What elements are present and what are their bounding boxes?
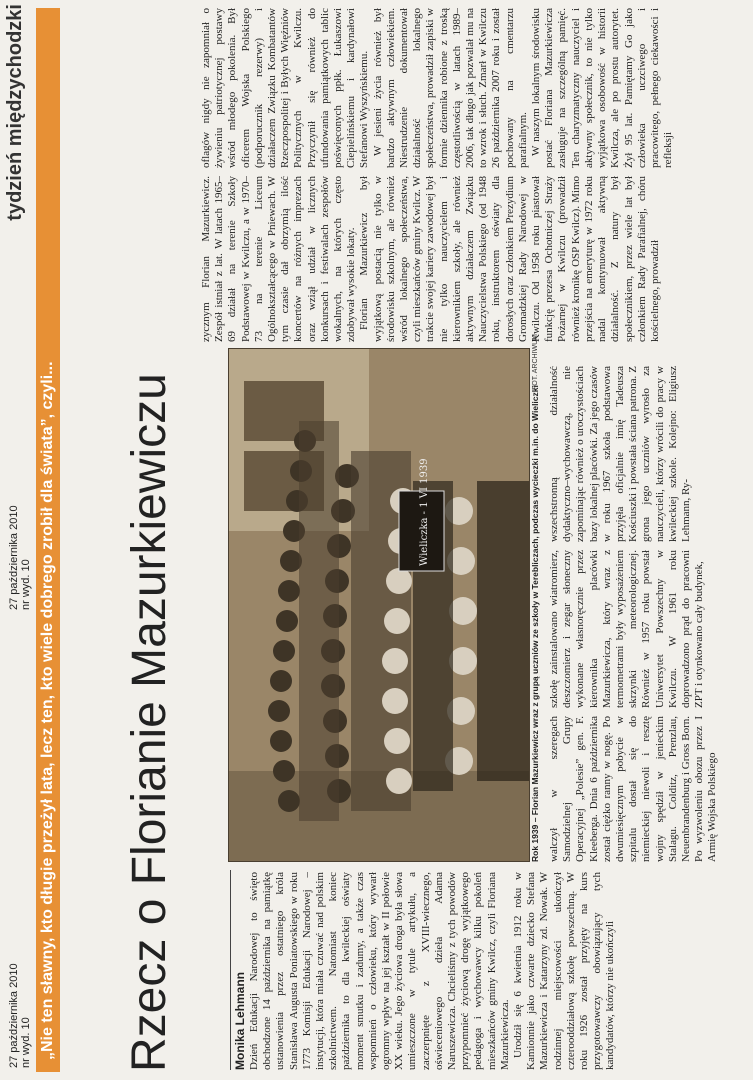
historic-photo (228, 348, 530, 862)
photo-credit: FOT. ARCHIWUM (532, 334, 539, 390)
header-date-mid: 27 października 2010 (8, 505, 20, 610)
slate-text: Wieliczka - 1 VI 1939 (419, 458, 430, 566)
photo-illustration (229, 349, 529, 861)
paragraph: walczył w szeregach Samodzielnej Grupy Operacyjnej „Polesie” gen. F. Kleeberga. Dnia 6 października został ciężko ranny w nogę. Po dwumiesięcznym pobycie w szpitalu dostał się do niemieckiej niewoli i resztę wojny spędził w jenieckim Stalagu. Colditz, Prenzlau, Neuenbrandenburg i Gross Born. Po wyzwoleniu obozu przez I Armię Wojska Polskiego (548, 716, 719, 862)
paragraph: szkołę zainstalowano wiatromierz, deszczomierz i zegar słoneczny wykonane własnoręcznie przez kierownika placówki Mazurkiewicza, który wraz z termometrami były wyposażeniem skrzynki meteorologicznej. Również w 1957 roku powstał Uniwersytet Powszechny w Kwilczu. W 1961 roku doprowadzono prąd do pracowni ZPT i otynkowano cały budynek, (548, 550, 706, 708)
header-date-left: 27 października 2010 (8, 963, 20, 1068)
article-column-4 (548, 366, 746, 542)
article-column-1 (248, 872, 746, 1070)
paragraph: Urodził się 6 kwietnia 1912 roku w Kamionnie jako czwarte dziecko Stefana Mazurkiewicza i Katarzyny zd. Nowak. W rodzinnej miejscowości ukończył czterooddziałową szkołę powszechną. W roku 1926 został przyjęty na kurs przygotowawczy obowiązujący tych kandydatów, którzy nie ukończyli (512, 872, 617, 1070)
paragraph: oflagów nigdy nie zapomniał o żywieniu patriotycznej postawy wśród młodego pokolenia. Był oficerem Wojska Polskiego (podporucznik rezerwy) i działaczem Związku Kombatantów Rzeczpospolitej i Byłych Więźniów Politycznych w Kwilczu. Przyczynił się również do ufundowania pamiątkowych tablic poświęconych ppłk. Łukaszowi Ciepielińskiemu i kardynałowi Stefanowi Wyszyńskiemu. (200, 8, 371, 168)
paragraph: W jesieni życia również był bardzo aktywnym człowiekiem. Niestrudzenie dokumentował działalność lokalnego społeczeństwa, prowadził zapiski w formie dziennika robione z troską częstotliwością w latach 1989–2006, tak długo jak pozwalał mu na to wzrok i słuch. Zmarł w Kwilczu 26 października 2007 roku i został pochowany na cmentarzu parafialnym. (371, 8, 529, 168)
article-column-5 (200, 176, 746, 342)
paragraph: wszechstronną działalność dydaktyczno–wychowawczą, nie zapominając również o uroczystościach bazy lokalnej placówki. Za jego czasów w roku 1967 szkoła podstawowa przyjęła oficjalnie imię Tadeusza Kościuszki i powstała ściana patrona. Z grona jego uczniów wyrosło za nauczycieli, którzy wrócili do pracy w kwileckiej szkole. Kolejno: Eligiusz Lehmann, Ry- (548, 366, 693, 542)
header-mid (8, 460, 32, 610)
byline: Monika Lehmann (230, 870, 247, 1070)
article-headline: Rzecz o Florianie Mazurkiewiczu (123, 373, 176, 1072)
header-left (8, 918, 32, 1068)
paragraph: Florian Mazurkiewicz był wyjątkową postacią nie tylko w środowisku szkolnym, ale również wśród lokalnego społeczeństwa, czyli mieszkańców gminy Kwilcz. W trakcie swojej kariery zawodowej był nie tylko nauczycielem i kierownikiem szkoły, ale również aktywnym działaczem Związku Nauczycielstwa Polskiego (od 1948 roku, instruktorem oświaty dla dorosłych oraz członkiem Prezydium Gromadzkiej Rady Narodowej w Kwilczu. Od 1958 roku piastował funkcję prezesa Ochotniczej Straży Pożarnej w Kwilczu (prowadził również kronikę OSP Kwilcz). Mimo przejścia na emeryturę w 1972 roku nadal kontynuował aktywną działalność. Z natury był społecznikiem, przez wiele lat był członkiem Rady Parafialnej, chóru kościelnego, prowadził (358, 176, 661, 342)
section-title: tydzień międzychodzki (4, 4, 26, 221)
paragraph: W naszym lokalnym środowisku postać Floriana Mazurkiewicza zasługuje na szczególną pamięć. Ten charyzmatyczny nauczyciel i aktywny społecznik, to nie tylko wyjątkowa osobowość w historii Kwilcza, ale po prostu autorytet. Żył 95 lat. Pamiętamy Go jako człowieka uczciwego i pracowitego, pełnego ciekawości i refleksji (530, 8, 675, 168)
article-column-6 (200, 8, 746, 168)
header-edition-mid: nr wyd. 10 (20, 559, 32, 610)
quote-banner: „Nie ten sławny, kto długie przeżył lata, lecz ten, kto wiele dobrego zrobił dla świata”, czyli... (36, 8, 60, 1072)
header-edition-left: nr wyd. 10 (20, 1017, 32, 1068)
article-column-2 (548, 716, 746, 862)
paragraph: Dzień Edukacji Narodowej to święto obchodzone 14 października na pamiątkę ustanowienia przez ostatniego króla Stanisława Augusta Poniatowskiego w roku 1773 Komisji Edukacji Narodowej – instytucji, która miała czuwać nad polskim szkolnictwem. Natomiast koniec października to dla kwileckiej oświaty moment smutku i zadumy, a także czas wspomnień o człowieku, który wywarł ogromny wpływ na jej kształt w II połowie XX wieku. Jego życiowa droga była słowa umieszczone w tytule artykułu, a zaczerpnięte z XVIII-wiecznego, oświeceniowego dzieła Adama Naruszewicza. Chcieliśmy z tych powodów przypomnieć życiową drogę wyjątkowego pedagoga i wychowawcy kilku pokoleń mieszkańców gminy Kwilcz, czyli Floriana Mazurkiewicza. (248, 872, 511, 1070)
photo-caption: Rok 1939 – Florian Mazurkiewicz wraz z grupą uczniów ze szkoły w Terebliczach, podczas wycieczki m.in. do Wieliczki (530, 385, 540, 862)
paragraph: zycznym Florian Mazurkiewicz. Zespół istniał z lat. W latach 1965–69 działał na terenie Szkoły Podstawowej w Kwilczu, a w 1970–73 na terenie Liceum Ogólnokształcącego w Pniewach. W tym czasie dał obrzymią ilość koncertów na różnych imprezach oraz wziął udział w licznych konkursach i festiwalach zespołów wokalnych, na których często zdobywał wysokie lokaty. (200, 176, 358, 342)
article-column-3 (548, 550, 746, 708)
